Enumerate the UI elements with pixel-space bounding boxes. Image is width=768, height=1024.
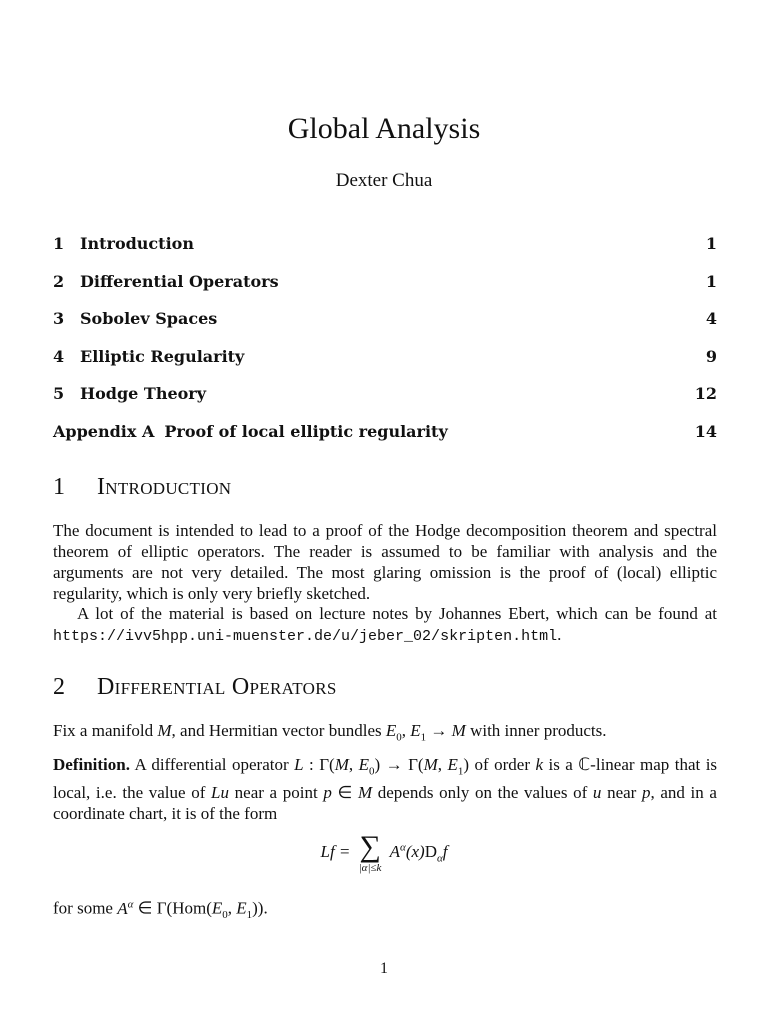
summation xyxy=(359,832,382,874)
toc-label: Differential Operators xyxy=(80,271,279,291)
math-inline: $A^\alpha$ xyxy=(117,898,134,918)
math-inline: M xyxy=(451,721,466,740)
page-number: 1 xyxy=(380,960,388,977)
paragraph-text: . xyxy=(557,625,562,644)
toc-entry[interactable] xyxy=(53,234,717,272)
section-heading-differential-operators xyxy=(53,674,337,701)
math-inline: E xyxy=(410,721,421,740)
table-of-contents xyxy=(53,234,717,460)
text: of order xyxy=(469,755,536,774)
toc-entry[interactable] xyxy=(53,272,717,310)
lecture-notes-link[interactable]: https://ivv5hpp.uni-muenster.de/u/jeber_02/skripten.html xyxy=(53,628,558,645)
paragraph-text: A lot of the material is based on lecture notes by Johannes Ebert, which can be found at xyxy=(77,604,717,623)
text: with inner products. xyxy=(465,721,607,740)
math-inline: M xyxy=(157,721,172,740)
text: . xyxy=(263,898,268,918)
section-number: 2 xyxy=(53,674,65,700)
section2-after-formula: for some $A^\alpha$ ∈ $\Gamma(Hom(E_0$, $E_1$)). xyxy=(53,898,268,922)
toc-label: Introduction xyxy=(80,234,194,253)
text: Fix a manifold xyxy=(53,721,158,740)
text: near xyxy=(601,783,642,803)
toc-label: Elliptic Regularity xyxy=(80,346,245,366)
text: A differential operator xyxy=(129,755,295,774)
toc-label: Proof of local elliptic regularity xyxy=(164,421,448,441)
text: , and in a coordinate chart, it is of the form xyxy=(53,783,717,824)
text: , and Hermitian vector bundles xyxy=(171,721,386,740)
math-inline: Lu xyxy=(211,783,229,803)
section-heading-introduction xyxy=(53,474,231,501)
toc-page: 9 xyxy=(705,346,717,366)
toc-page: 14 xyxy=(694,421,717,441)
document-author: Dexter Chua xyxy=(335,170,433,191)
math-inline: k xyxy=(535,755,544,774)
toc-appendix-prefix: Appendix A xyxy=(53,421,155,441)
section-title: Differential Operators xyxy=(97,674,337,700)
toc-entry[interactable] xyxy=(53,347,717,385)
math-inline: p xyxy=(641,783,651,803)
toc-page: 12 xyxy=(694,384,717,404)
introduction-paragraph-2 xyxy=(53,603,717,647)
text: near a point xyxy=(229,783,324,803)
toc-page: 1 xyxy=(705,271,717,291)
toc-entry[interactable] xyxy=(53,309,717,347)
section2-intro: Fix a manifold M, and Hermitian vector bundles $E_0$, $E_1 \to M$ with inner products. xyxy=(53,721,607,744)
toc-number: 3 xyxy=(53,309,65,329)
toc-page: 4 xyxy=(705,309,717,329)
math-inline: u xyxy=(592,783,602,803)
toc-label: Sobolev Spaces xyxy=(80,309,218,329)
math-inline: E xyxy=(385,721,397,740)
math-inline: p xyxy=(323,783,332,803)
introduction-paragraph-1: The document is intended to lead to a proof of the Hodge decomposition theorem and spectral theorem of elliptic operators. The reader is assumed to be familiar with analysis and the arguments are not very detailed. The most glaring omission is the proof of (local) elliptic regularity, which is only very briefly sketched. xyxy=(53,521,717,603)
formula-lhs: Lf = xyxy=(320,841,351,861)
display-formula xyxy=(0,832,768,874)
toc-number: 2 xyxy=(53,271,65,291)
section-number: 1 xyxy=(53,474,65,500)
section-title: Introduction xyxy=(97,474,232,500)
sum-subscript: |α|≤k xyxy=(358,862,382,874)
toc-number: 1 xyxy=(53,234,65,253)
toc-number: 4 xyxy=(53,346,65,366)
text: for some xyxy=(53,898,118,918)
document-title: Global Analysis xyxy=(287,112,481,145)
toc-entry[interactable] xyxy=(53,384,717,422)
text: is a ℂ-linear map that is local, i.e. the value of xyxy=(53,755,718,803)
math-inline: L xyxy=(294,755,304,774)
toc-label: Hodge Theory xyxy=(80,384,207,404)
definition-label: Definition. xyxy=(53,755,130,774)
definition-block: Definition. A differential operator L : Γ(M, $E_0) \to \Gamma(M$, $E_1$) of order k is a ℂ-linear map that is local, i.e. the value of Lu near a point p ∈ M depends only on the values of u near p, and in a coordinate chart, it is of the form xyxy=(53,755,718,824)
toc-entry-appendix[interactable] xyxy=(53,422,717,460)
text: depends only on the values of xyxy=(372,783,593,803)
formula-rhs: $A^\alpha(x)D_\alpha f$ xyxy=(389,841,448,865)
toc-page: 1 xyxy=(705,234,717,253)
sum-symbol: ∑ xyxy=(359,830,381,863)
toc-number: 5 xyxy=(53,384,65,404)
